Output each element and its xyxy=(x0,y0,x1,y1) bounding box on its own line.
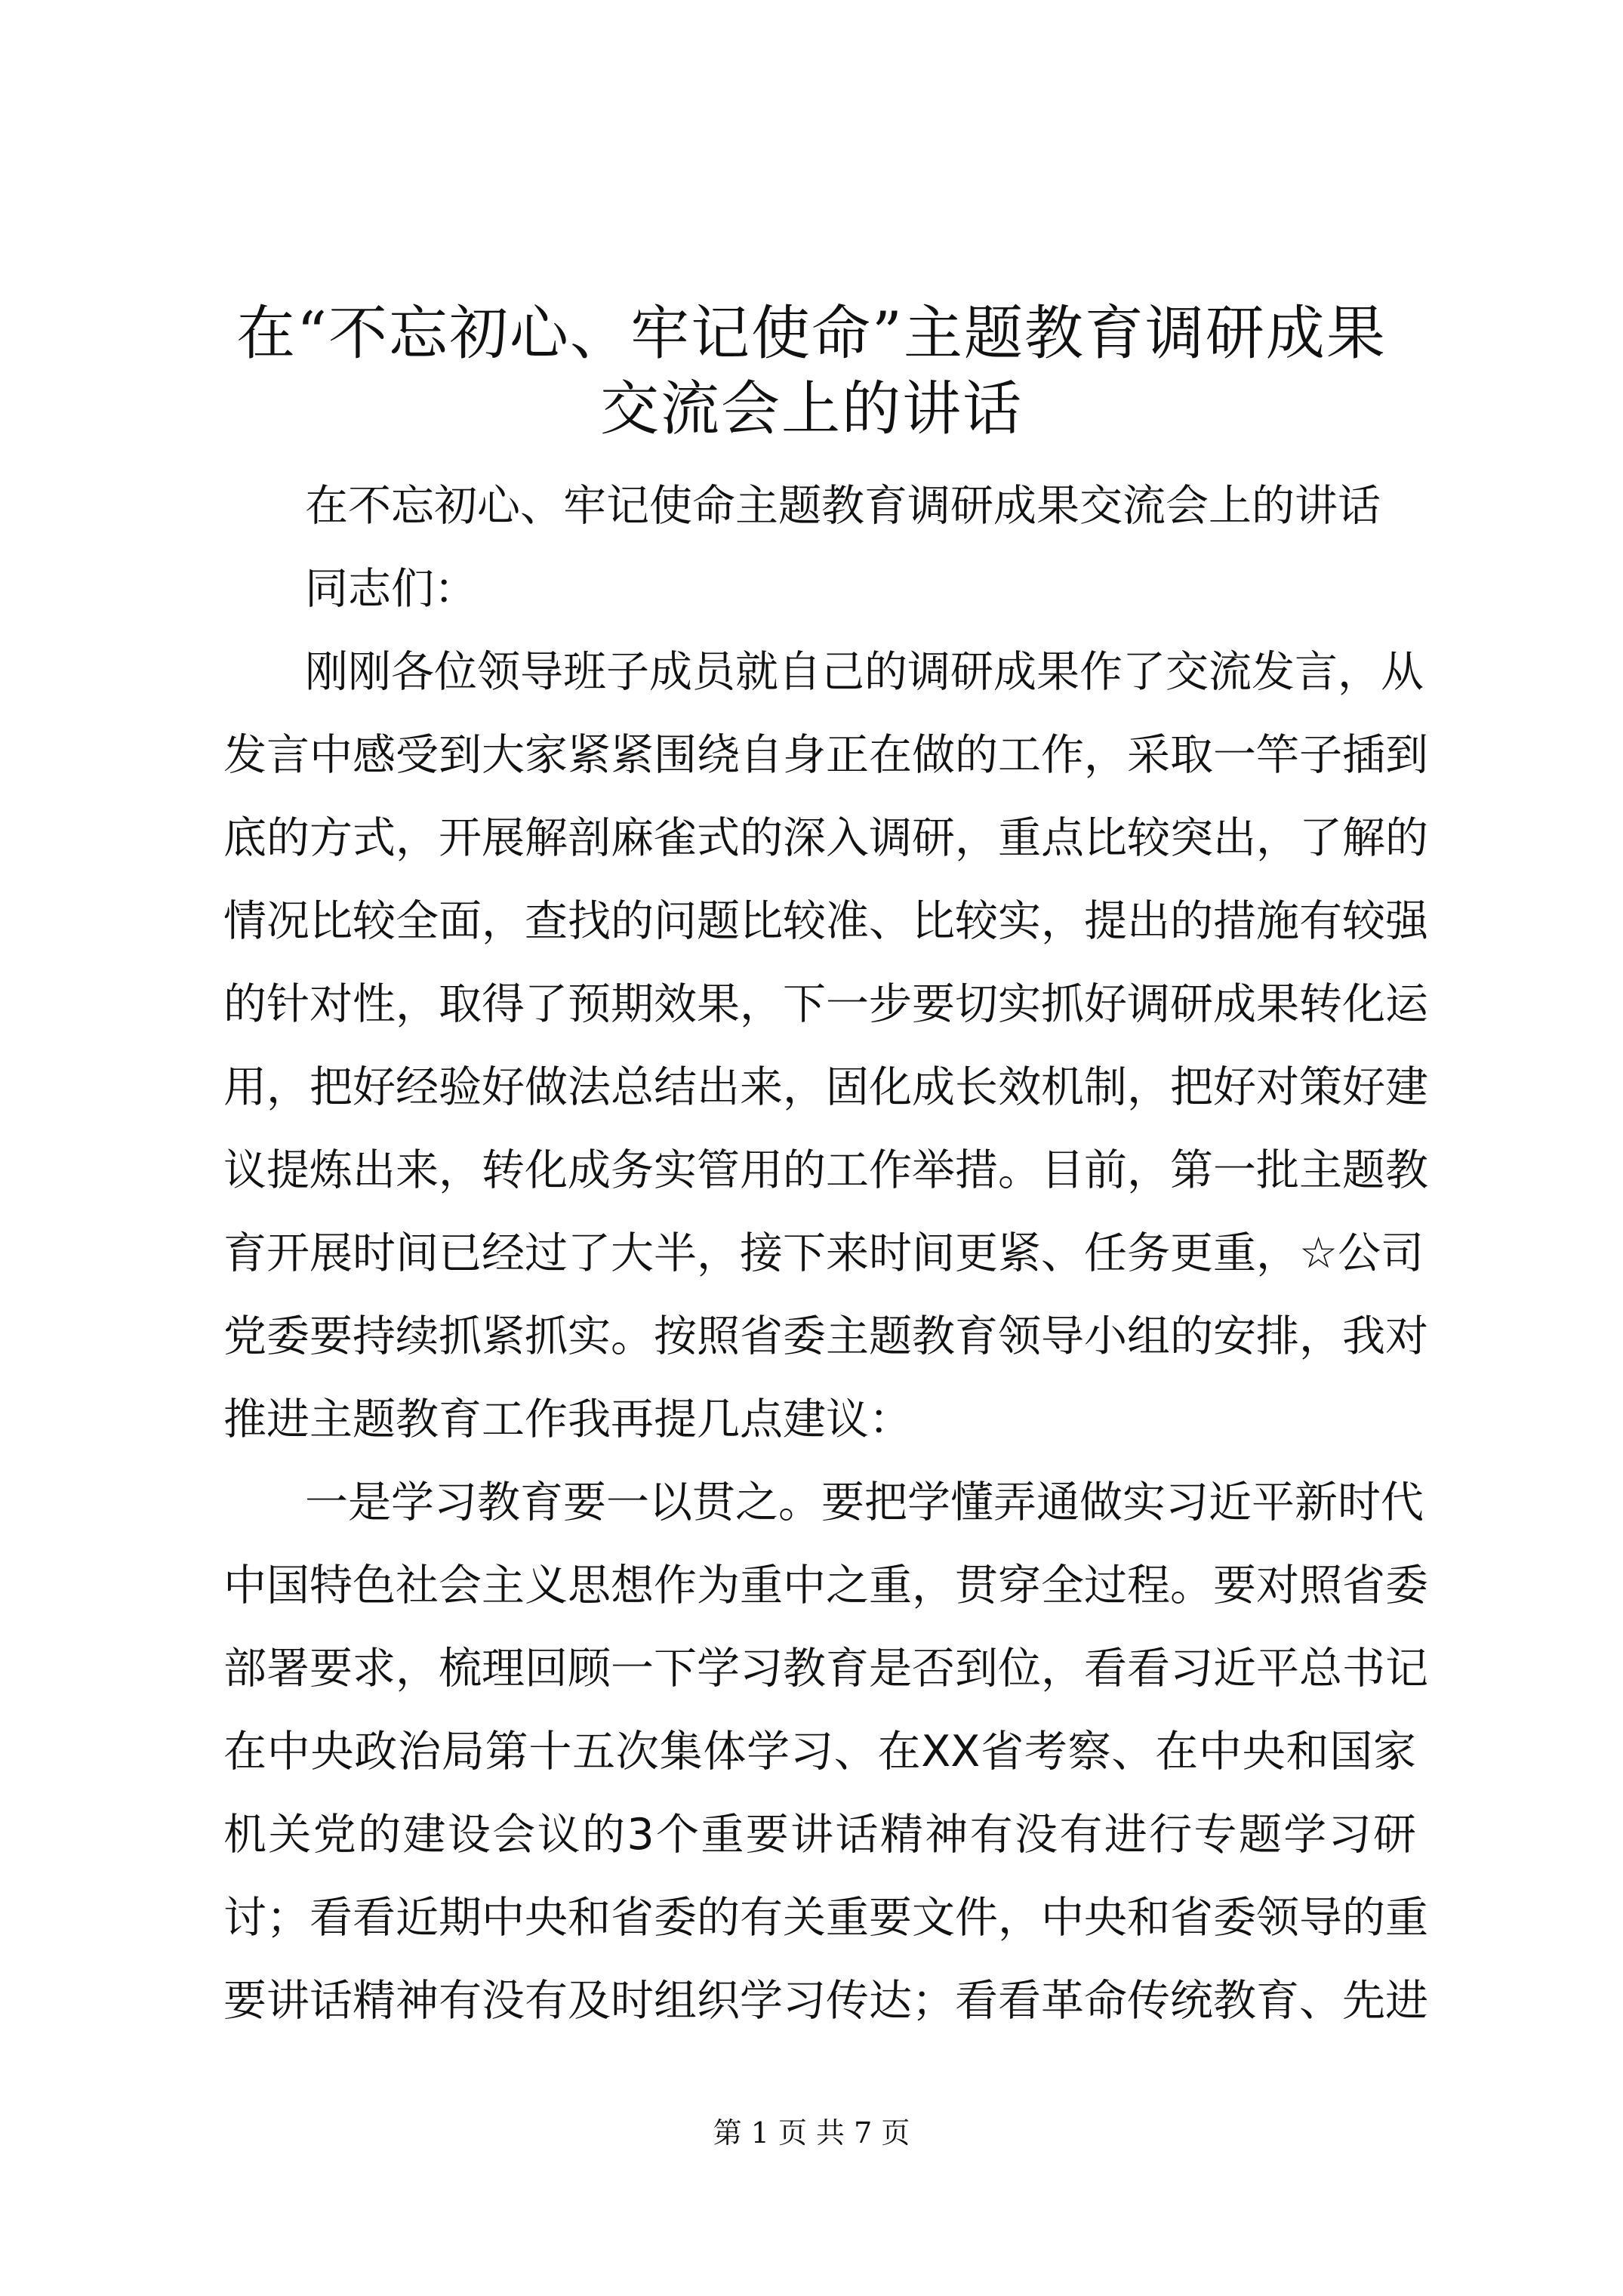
paragraph-line: 育开展时间已经过了大半，接下来时间更紧、任务更重，☆公司 xyxy=(223,1228,1424,1278)
paragraph-line: 要讲话精神有没有及时组织学习传达；看看革命传统教育、先进 xyxy=(223,1976,1428,2026)
paragraph-line: 的针对性，取得了预期效果，下一步要切实抓好调研成果转化运 xyxy=(223,979,1428,1029)
paragraph-line: 中国特色社会主义思想作为重中之重，贯穿全过程。要对照省委 xyxy=(223,1561,1428,1610)
paragraph-line: 用，把好经验好做法总结出来，固化成长效机制，把好对策好建 xyxy=(223,1062,1428,1112)
subtitle: 在不忘初心、牢记使命主题教育调研成果交流会上的讲话 xyxy=(305,481,1381,531)
paragraph-line: 部署要求，梳理回顾一下学习教育是否到位，看看习近平总书记 xyxy=(223,1644,1428,1693)
document-title-line-2: 交流会上的讲话 xyxy=(599,375,1023,443)
paragraph-line: 底的方式，开展解剖麻雀式的深入调研，重点比较突出，了解的 xyxy=(223,813,1428,863)
document-title-line-1: 在“不忘初心、牢记使命”主题教育调研成果 xyxy=(236,300,1387,368)
paragraph-line: 在中央政治局第十五次集体学习、在XX省考察、在中央和国家 xyxy=(223,1727,1416,1777)
paragraph-line: 党委要持续抓紧抓实。按照省委主题教育领导小组的安排，我对 xyxy=(223,1311,1428,1361)
paragraph-line: 情况比较全面，查找的问题比较准、比较实，提出的措施有较强 xyxy=(223,896,1428,946)
paragraph-line: 推进主题教育工作我再提几点建议： xyxy=(223,1395,912,1444)
page-number-footer: 第 1 页 共 7 页 xyxy=(713,2116,910,2150)
salutation: 同志们： xyxy=(305,564,477,614)
paragraph-line: 发言中感受到大家紧紧围绕自身正在做的工作，采取一竿子插到 xyxy=(223,730,1428,780)
paragraph-line: 刚刚各位领导班子成员就自己的调研成果作了交流发言，从 xyxy=(305,647,1424,697)
paragraph-line: 机关党的建设会议的3个重要讲话精神有没有进行专题学习研 xyxy=(223,1810,1416,1860)
paragraph-line: 议提炼出来，转化成务实管用的工作举措。目前，第一批主题教 xyxy=(223,1145,1428,1195)
paragraph-line: 讨；看看近期中央和省委的有关重要文件，中央和省委领导的重 xyxy=(223,1893,1428,1943)
paragraph-line: 一是学习教育要一以贯之。要把学懂弄通做实习近平新时代 xyxy=(305,1478,1424,1527)
